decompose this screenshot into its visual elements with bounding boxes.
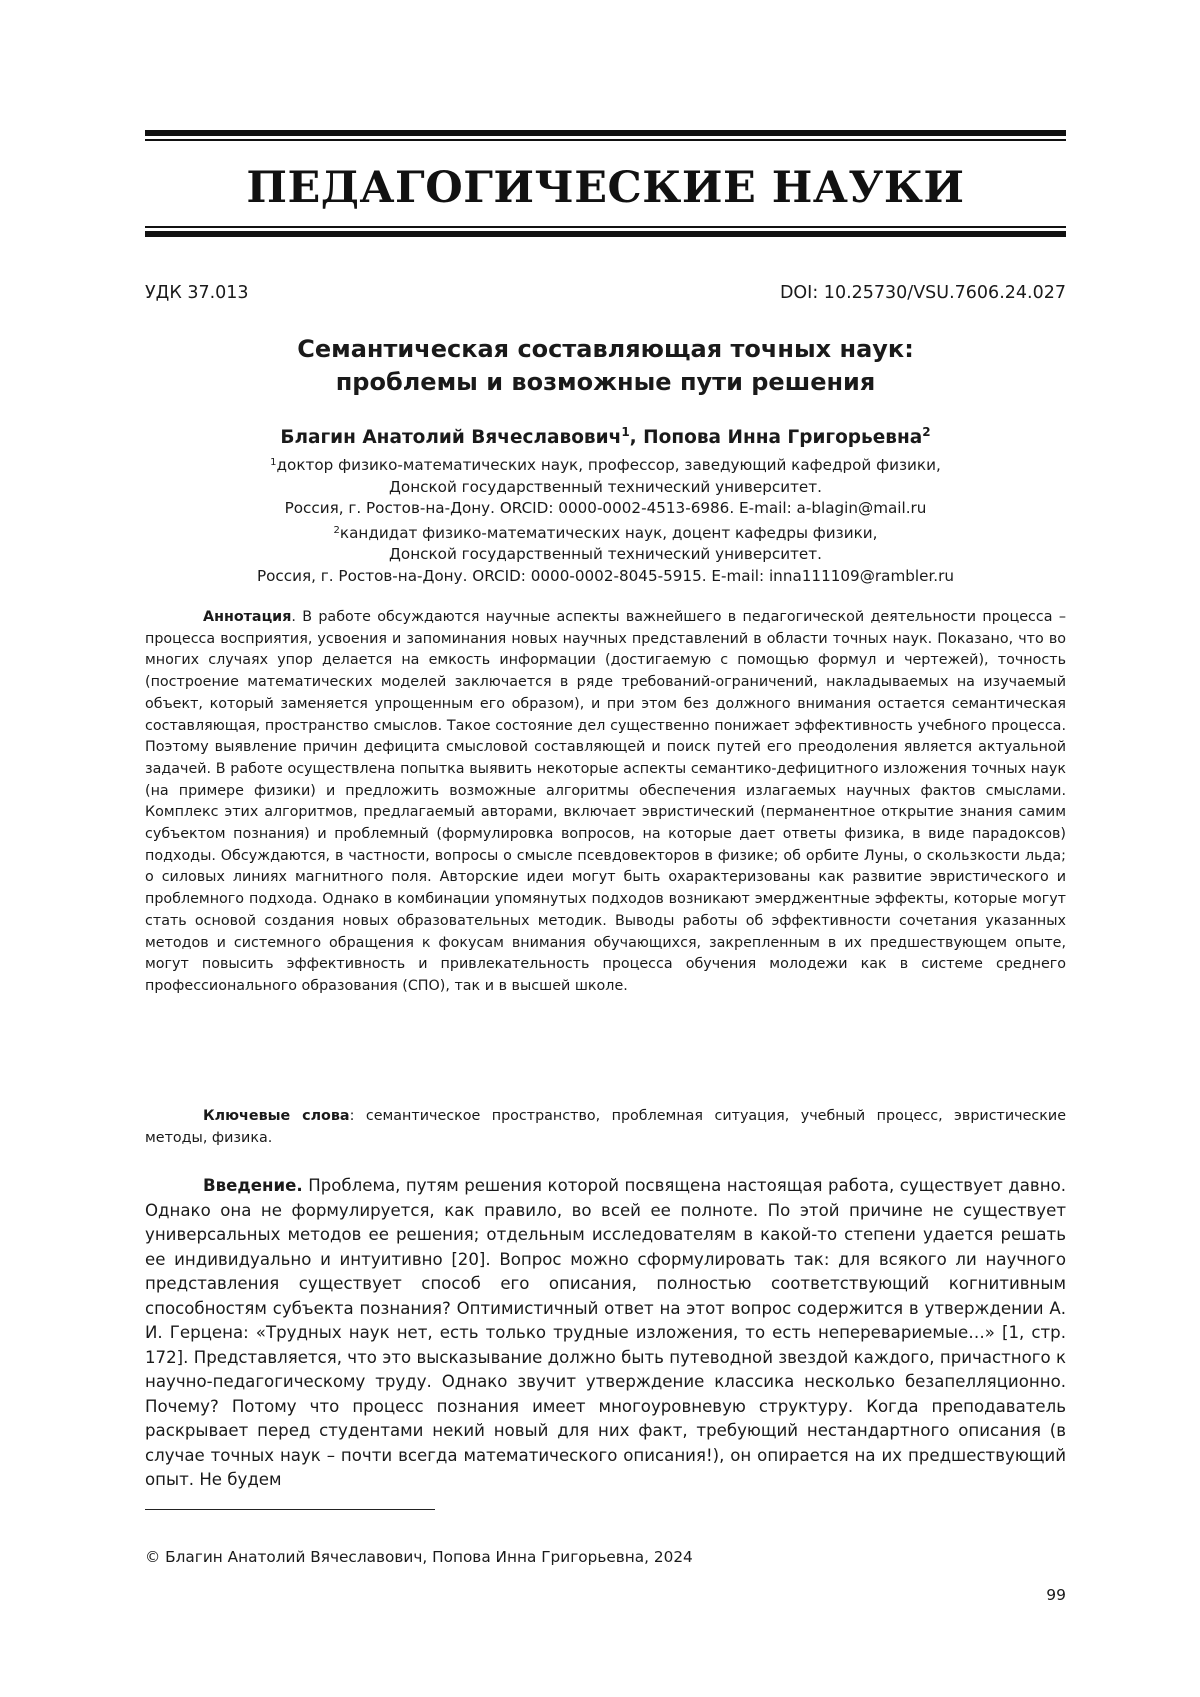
article-title-line2: проблемы и возможные пути решения: [335, 368, 876, 396]
author-2-mark: 2: [922, 425, 931, 439]
author-1-mark: 1: [621, 425, 630, 439]
abstract: [145, 607, 1066, 998]
affiliation-2-line2: Донской государственный технический университет.: [389, 545, 822, 563]
keywords: [145, 1105, 1066, 1149]
introduction-label: Введение.: [203, 1176, 303, 1195]
header-rule-thick-top: [145, 130, 1066, 136]
affiliation-1-line1: [145, 452, 1066, 477]
author-separator: ,: [629, 427, 644, 448]
article-title-line1: Семантическая составляющая точных наук:: [297, 335, 914, 363]
keywords-text: : семантическое пространство, проблемная ситуация, учебный процесс, эвристические методы, физика.: [145, 1108, 1066, 1146]
affiliation-1-contacts: Россия, г. Ростов-на-Дону. ORCID: 0000-0002-4513-6986. E-mail: a-blagin@mail.ru: [284, 499, 927, 517]
keywords-label: Ключевые слова: [203, 1108, 350, 1124]
affiliation-2-contacts: Россия, г. Ростов-на-Дону. ORCID: 0000-0002-8045-5915. E-mail: inna111109@rambler.ru: [256, 566, 955, 585]
affiliations: [145, 452, 1066, 587]
abstract-text: . В работе обсуждаются научные аспекты важнейшего в педагогической деятельности процесса – процесса восприятия, усвоения и запоминания новых научных представлений в области точных наук. Показано, что во многих случаях упор делается на емкость информации (достигаемую с помощью формул и чертежей), точность (построение математических моделей заключается в ряде требований-ограничений, накладываемых на изучаемый объект, который заменяется упрощенным его образом), и при этом без должного внимания остается семантическая составляющая, пространство смыслов. Такое состояние дел существенно понижает эффективность учебного процесса. Поэтому выявление причин дефицита смысловой составляющей и поиск путей его преодоления является актуальной задачей. В работе осуществлена попытка выявить некоторые аспекты семантико-дефицитного изложения точных наук (на примере физики) и предложить возможные алгоритмы обеспечения излагаемых научных фактов смыслами. Комплекс этих алгоритмов, предлагаемый авторами, включает эвристический (перманентное открытие знания самим субъектом познания) и проблемный (формулировка вопросов, на которые дает ответы физика, в виде парадоксов) подходы. Обсуждаются, в частности, вопросы о смысле псевдовекторов в физике; об орбите Луны, о скользкости льда; о силовых линиях магнитного поля. Авторские идеи могут быть охарактеризованы как развитие эвристического и проблемного подхода. Однако в комбинации упомянутых подходов возникают эмерджентные эффекты, которые могут стать основой создания новых образовательных методик. Выводы работы об эффективности сочетания указанных методов и системного обращения к фокусам внимания обучающихся, закрепленным в их предшествующем опыте, могут повысить эффективность и привлекательность процесса обучения молодежи как в системе среднего профессионального образования (СПО), так и в высшей школе.: [145, 609, 1066, 994]
introduction-paragraph: [145, 1174, 1066, 1493]
section-title: ПЕДАГОГИЧЕСКИЕ НАУКИ: [246, 163, 965, 213]
affiliation-2-mark: 2: [333, 524, 340, 536]
affiliation-2-position: кандидат физико-математических наук, доцент кафедры физики,: [339, 523, 878, 542]
udc-code: УДК 37.013: [145, 283, 249, 303]
copyright-footnote: © Благин Анатолий Вячеславович, Попова Инна Григорьевна, 2024: [145, 1548, 693, 1566]
affiliation-1-mark: 1: [270, 457, 277, 468]
author-list: [145, 419, 1066, 451]
article-title: [145, 333, 1066, 399]
header-rule-thin-top: [145, 139, 1066, 141]
page-number: 99: [1046, 1586, 1066, 1604]
affiliation-1-line2: Донской государственный технический университет.: [389, 477, 822, 496]
affiliation-2-line1: [145, 520, 1066, 545]
header-rule-thin-bottom: [145, 226, 1066, 228]
author-name-2: Попова Инна Григорьевна: [643, 427, 923, 448]
author-name-1: Благин Анатолий Вячеславович: [280, 427, 622, 448]
doi-link[interactable]: DOI: 10.25730/VSU.7606.24.027: [779, 283, 1066, 303]
introduction-text: Проблема, путям решения которой посвящена настоящая работа, существует давно. Однако она не формулируется, как правило, во всей ее полноте. По этой причине не существует универсальных методов ее решения; отдельным исследователям в какой-то степени удается решать ее индивидуально и интуитивно [20]. Вопрос можно сформулировать так: для всякого ли научного представления существует способ его описания, полностью соответствующий когнитивным способностям субъекта познания? Оптимистичный ответ на этот вопрос содержится в утверждении А. И. Герцена: «Трудных наук нет, есть только трудные изложения, то есть неперевариемые…» [1, стр. 172]. Представляется, что это высказывание должно быть путеводной звездой каждого, причастного к научно-педагогическому труду. Однако звучит утверждение классика несколько безапелляционно. Почему? Потому что процесс познания имеет многоуровневую структуру. Когда преподаватель раскрывает перед студентами некий новый для них факт, требующий нестандартного описания (в случае точных наук – почти всегда математического описания!), он опирается на их предшествующий опыт. Не будем: [145, 1176, 1066, 1489]
affiliation-1-position: доктор физико-математических наук, профессор, заведующий кафедрой физики,: [276, 456, 941, 474]
footnote-divider: [145, 1509, 435, 1510]
abstract-label: Аннотация: [203, 609, 292, 625]
header-rule-thick-bottom: [145, 231, 1066, 237]
